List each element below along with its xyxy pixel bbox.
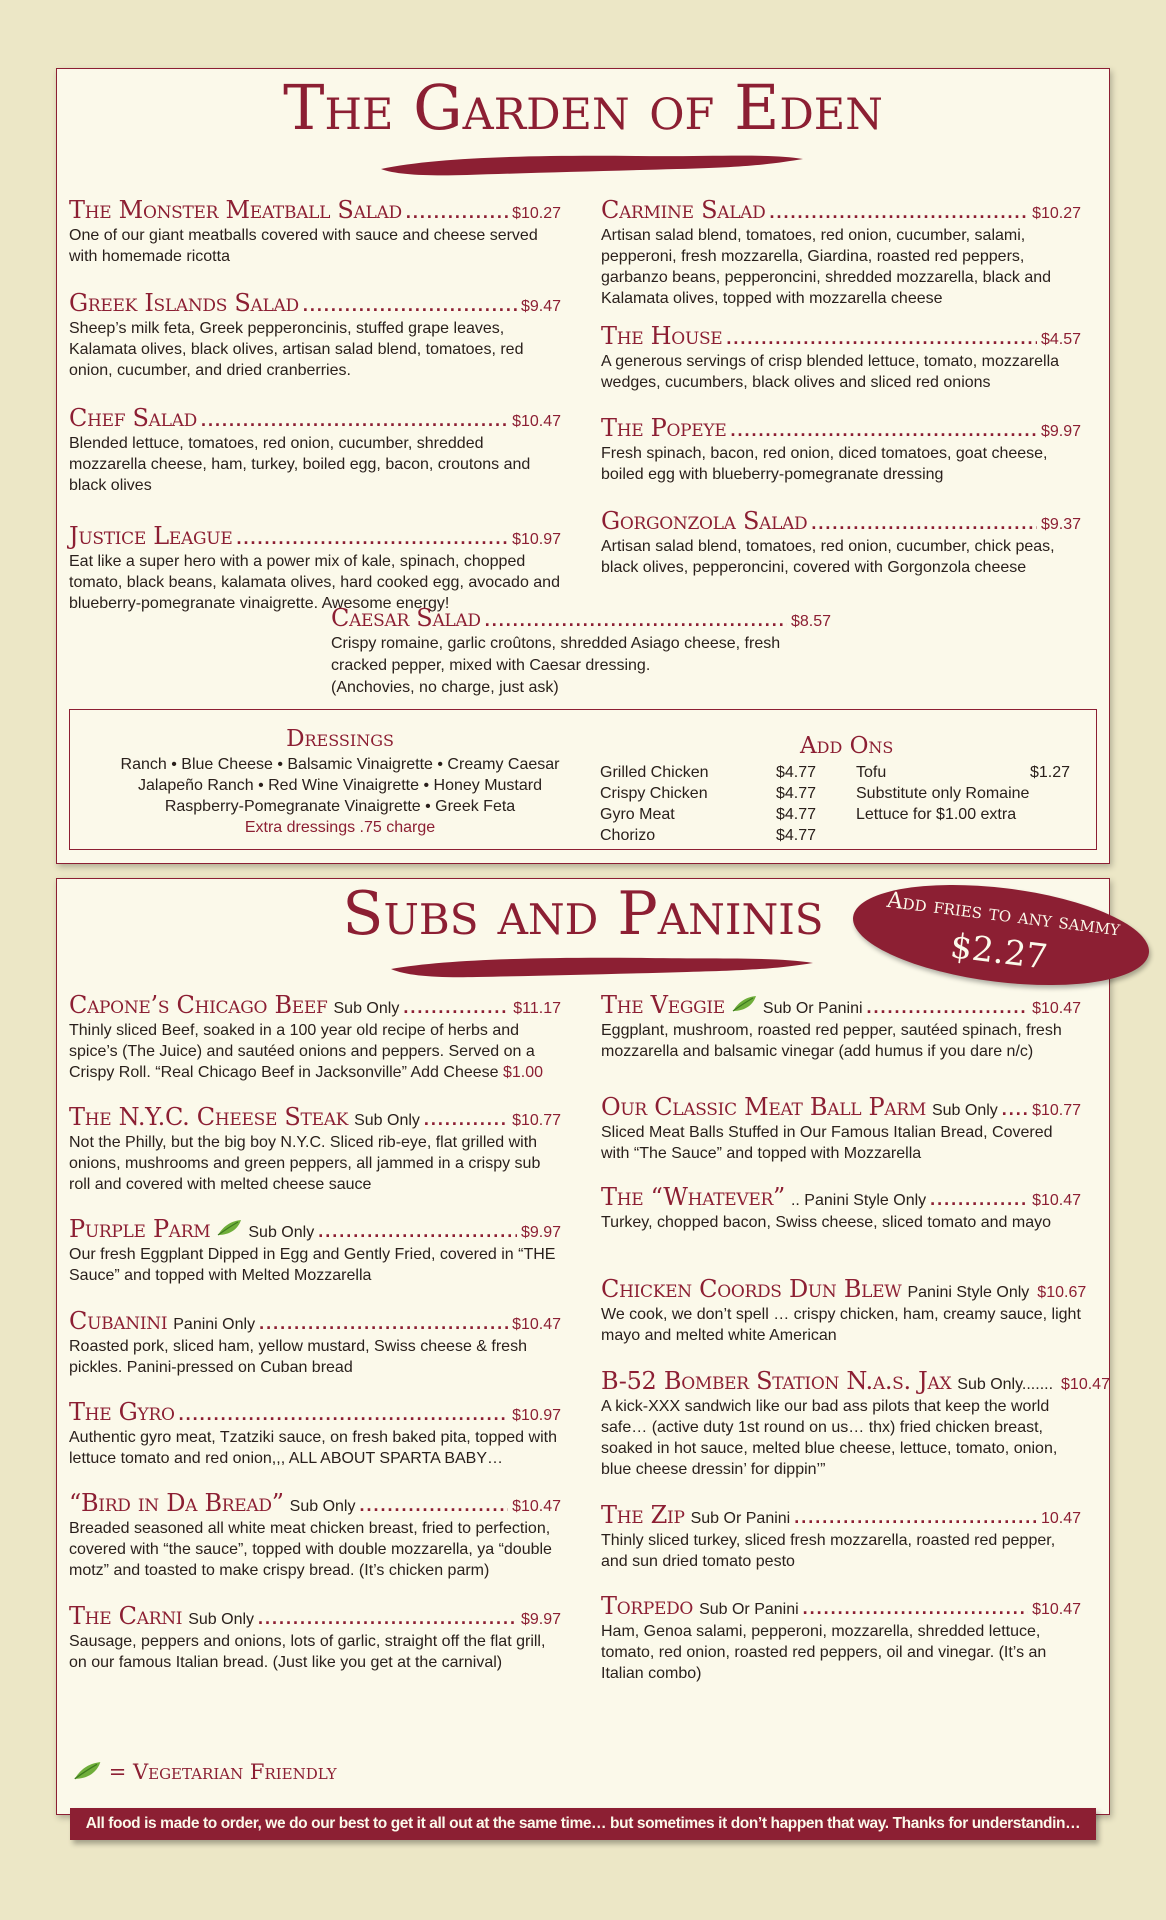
item-name: Cubanini [69,1307,168,1335]
item-name: The Carni [69,1602,183,1630]
item-description: One of our giant meatballs covered with sauce and cheese served with homemade ricotta [69,227,538,265]
menu-item [69,289,561,381]
item-price: $10.47 [512,413,561,430]
subs-title: Subs and Paninis [342,879,824,949]
brush-stroke-decoration [377,149,807,179]
addon-romaine-note: Substitute only Romaine [856,785,1030,802]
salads-panel [56,68,1110,864]
item-note: Sub Only [333,1000,400,1017]
menu-item [69,1489,561,1581]
item-note: Sub Only....... [957,1376,1054,1393]
item-note: Panini Style Only [907,1284,1030,1301]
menu-item [69,1602,561,1673]
dressings-extra-charge: Extra dressings .75 charge [244,819,436,836]
legend-label: = Vegetarian Friendly [108,1760,337,1784]
item-description: Sliced Meat Balls Stuffed in Our Famous Italian Bread, Covered with “The Sauce” and topped with Mozzarella [601,1124,1053,1162]
item-name: “Bird in Da Bread” [69,1489,284,1517]
item-description: Our fresh Eggplant Dipped in Egg and Gently Fried, covered in “THE Sauce” and topped with Melted Mozzarella [69,1246,556,1284]
item-note: Sub Only [289,1498,356,1515]
item-price: $10.27 [512,205,561,222]
item-price: $10.27 [1032,205,1081,222]
item-description: Thinly sliced Beef, soaked in a 100 year old recipe of herbs and spice’s (The Juice) and sautéed onions and peppers. Served on a Crispy Roll. “Real Chicago Beef in Jacksonville” Add Cheese [69,1022,535,1081]
item-name: The Popeye [601,414,727,442]
item-note: Panini Only [173,1316,256,1333]
menu-item [601,1501,1081,1572]
item-price: $9.97 [520,1611,561,1628]
item-description: We cook, we don’t spell … crispy chicken, ham, creamy sauce, light mayo and melted white American [601,1306,1081,1344]
item-description: Not the Philly, but the big boy N.Y.C. Sliced rib-eye, flat grilled with onions, mushrooms and green peppers, all jammed in a crispy sub roll and covered with melted cheese sauce [69,1134,541,1193]
item-name: Chicken Coords Dun Blew [601,1275,902,1303]
vegetarian-legend [72,1760,337,1784]
addon-price: $1.27 [1030,764,1071,781]
addon-name: Grilled Chicken [600,764,709,781]
menu-item [69,196,561,267]
menu-item [601,1592,1081,1684]
leaf-icon [216,1219,242,1237]
item-description: A generous servings of crisp blended lettuce, tomato, mozzarella wedges, cucumbers, black olives and sliced red onions [601,353,1060,391]
item-description: Thinly sliced turkey, sliced fresh mozzarella, roasted red pepper, and sun dried tomato pesto [601,1532,1056,1570]
menu-item [601,991,1081,1062]
item-price: $8.57 [790,613,831,630]
item-price: $10.47 [512,1498,561,1515]
menu-item [69,991,561,1083]
menu-item [69,1215,561,1286]
menu-item [601,414,1081,485]
item-description: Turkey, chopped bacon, Swiss cheese, sliced tomato and mayo [601,1214,1052,1231]
brush-stroke-decoration [387,951,817,981]
item-price: $10.67 [1037,1284,1087,1301]
menu-item [69,404,561,496]
dressings-line: Ranch • Blue Cheese • Balsamic Vinaigrette • Creamy Caesar [120,756,560,773]
item-price: $10.97 [512,1407,561,1424]
menu-item [601,1183,1081,1233]
menu-item-caesar [331,604,831,698]
addon-name: Gyro Meat [600,806,675,823]
item-note: Sub Only [248,1224,315,1241]
item-description-line: cracked pepper, mixed with Caesar dressing. [331,657,651,674]
badge-price: $2.27 [948,926,1050,978]
menu-item [601,1093,1081,1164]
item-description: Breaded seasoned all white meat chicken breast, fried to perfection, covered with “the sauce”, topped with double mozzarella, ya “double motz” and toasted to make crispy bread. (It’s chicken parm) [69,1520,552,1579]
addon-price: $4.77 [776,827,817,844]
add-cheese-price: $1.00 [502,1064,544,1081]
item-description: Sheep’s milk feta, Greek pepperoncinis, stuffed grape leaves, Kalamata olives, black olives, artisan salad blend, tomatoes, red onion, cucumber, and dried cranberries. [69,320,524,379]
menu-item [69,1398,561,1469]
item-name: Purple Parm [69,1215,211,1243]
item-price: $9.97 [1040,423,1081,440]
footer-notice: All food is made to order, we do our best to get it all out at the same time… but sometimes it don’t happen that way. Thanks for understandin… [70,1808,1096,1840]
item-price: $9.97 [520,1224,561,1241]
item-name: Chef Salad [69,404,197,432]
item-name: Carmine Salad [601,196,766,224]
item-description: Eggplant, mushroom, roasted red pepper, sautéed spinach, fresh mozzarella and balsamic vinegar (add humus if you dare n/c) [601,1022,1062,1060]
item-name: The Gyro [69,1398,175,1426]
item-name: The Veggie [601,991,725,1019]
item-price: $10.47 [1061,1376,1110,1393]
leaf-icon [72,1761,102,1781]
item-name: Torpedo [601,1592,694,1620]
addon-price: $4.77 [776,806,817,823]
item-description: Sausage, peppers and onions, lots of garlic, straight off the flat grill, on our famous Italian bread. (Just like you get at the carnival) [69,1633,546,1671]
menu-item [69,1103,561,1195]
item-price: $10.97 [512,531,561,548]
item-description-line: Crispy romaine, garlic croûtons, shredded Asiago cheese, fresh [331,635,781,652]
item-description: Blended lettuce, tomatoes, red onion, cucumber, shredded mozzarella cheese, ham, turkey, boiled egg, bacon, croutons and black olives [69,435,531,494]
item-description: Fresh spinach, bacon, red onion, diced tomatoes, goat cheese, boiled egg with blueberry-pomegranate dressing [601,445,1048,483]
item-price: $4.57 [1040,331,1081,348]
addon-price: $4.77 [776,764,817,781]
item-price: $10.77 [512,1112,561,1129]
item-name: Gorgonzola Salad [601,507,808,535]
dressings-addons-box [69,709,1097,850]
addon-romaine-note: Lettuce for $1.00 extra [856,806,1017,823]
item-note: Sub Only [931,1102,998,1119]
item-name: The “Whatever” [601,1183,785,1211]
item-name: Capone’s Chicago Beef [69,991,328,1019]
item-name: Greek Islands Salad [69,289,299,317]
item-price: $9.37 [1040,516,1081,533]
item-name: Justice League [69,522,233,550]
item-name: The Monster Meatball Salad [69,196,402,224]
item-price: $11.17 [513,1000,561,1017]
salads-title: The Garden of Eden [283,71,883,144]
addon-name: Chorizo [600,827,656,844]
item-price: $10.47 [512,1316,561,1333]
item-note: Sub Only [188,1611,255,1628]
item-description-line: (Anchovies, no charge, just ask) [331,679,559,696]
item-description: Eat like a super hero with a power mix of kale, spinach, chopped tomato, black beans, kalamata olives, hard cooked egg, avocado and blueberry-pomegranate vinaigrette. Awesome energy! [69,553,560,612]
item-note: Sub Or Panini [762,1000,863,1017]
menu-item [601,507,1081,578]
item-description: A kick-XXX sandwich like our bad ass pilots that keep the world safe… (active duty 1st round on us… thx) fried chicken breast, soaked in hot sauce, melted blue cheese, lettuce, tomato, onion, blue cheese dressin’ for dippin’” [601,1398,1058,1478]
item-name: The Zip [601,1501,685,1529]
item-description: Ham, Genoa salami, pepperoni, mozzarella, shredded lettuce, tomato, red onion, roasted red peppers, oil and vinegar. (It’s an Italian combo) [601,1623,1047,1682]
item-name: The N.Y.C. Cheese Steak [69,1103,349,1131]
item-note: Sub Or Panini [690,1510,791,1527]
item-note: .. Panini Style Only [790,1192,927,1209]
menu-item [601,322,1081,393]
dressings-line: Jalapeño Ranch • Red Wine Vinaigrette • Honey Mustard [137,777,542,794]
addon-name: Tofu [856,764,887,781]
addon-name: Crispy Chicken [600,785,708,802]
addon-price: $4.77 [776,785,817,802]
item-price: $10.77 [1032,1102,1081,1119]
item-name: The House [601,322,723,350]
item-price: $9.47 [520,298,561,315]
leaf-icon [731,995,757,1013]
subs-panel [56,878,1110,1815]
item-price: $10.47 [1032,1000,1081,1017]
menu-item [69,522,561,614]
item-description: Authentic gyro meat, Tzatziki sauce, on fresh baked pita, topped with lettuce tomato and red onion,,, ALL ABOUT SPARTA BABY… [69,1429,557,1467]
item-price: $10.47 [1032,1601,1081,1618]
item-price: $10.47 [1032,1192,1081,1209]
item-name: B-52 Bomber Station N.a.s. Jax [601,1367,952,1395]
item-description: Artisan salad blend, tomatoes, red onion, cucumber, salami, pepperoni, fresh mozzarella, Giardina, roasted red peppers, garbanzo beans, pepperoncini, shredded mozzarella, black and Kalamata olives, topped with mozzarella cheese [601,227,1052,307]
badge-text: Add fries to any sammy [885,887,1122,942]
menu-item [69,1307,561,1378]
item-description: Artisan salad blend, tomatoes, red onion, cucumber, chick peas, black olives, pepperoncini, covered with Gorgonzola cheese [601,538,1055,576]
item-description: Roasted pork, sliced ham, yellow mustard, Swiss cheese & fresh pickles. Panini-pressed on Cuban bread [69,1338,527,1376]
item-price: 10.47 [1040,1510,1081,1527]
item-name: Our Classic Meat Ball Parm [601,1093,926,1121]
addons-title: Add Ons [800,733,894,759]
menu-item [601,1275,1087,1346]
dressings-title: Dressings [286,726,394,752]
item-note: Sub Or Panini [699,1601,799,1618]
dressings-line: Raspberry-Pomegranate Vinaigrette • Greek Feta [164,798,516,815]
item-name: Caesar Salad [331,604,481,632]
item-note: Sub Only [354,1112,420,1129]
menu-item [601,196,1081,309]
menu-item [601,1367,1110,1480]
